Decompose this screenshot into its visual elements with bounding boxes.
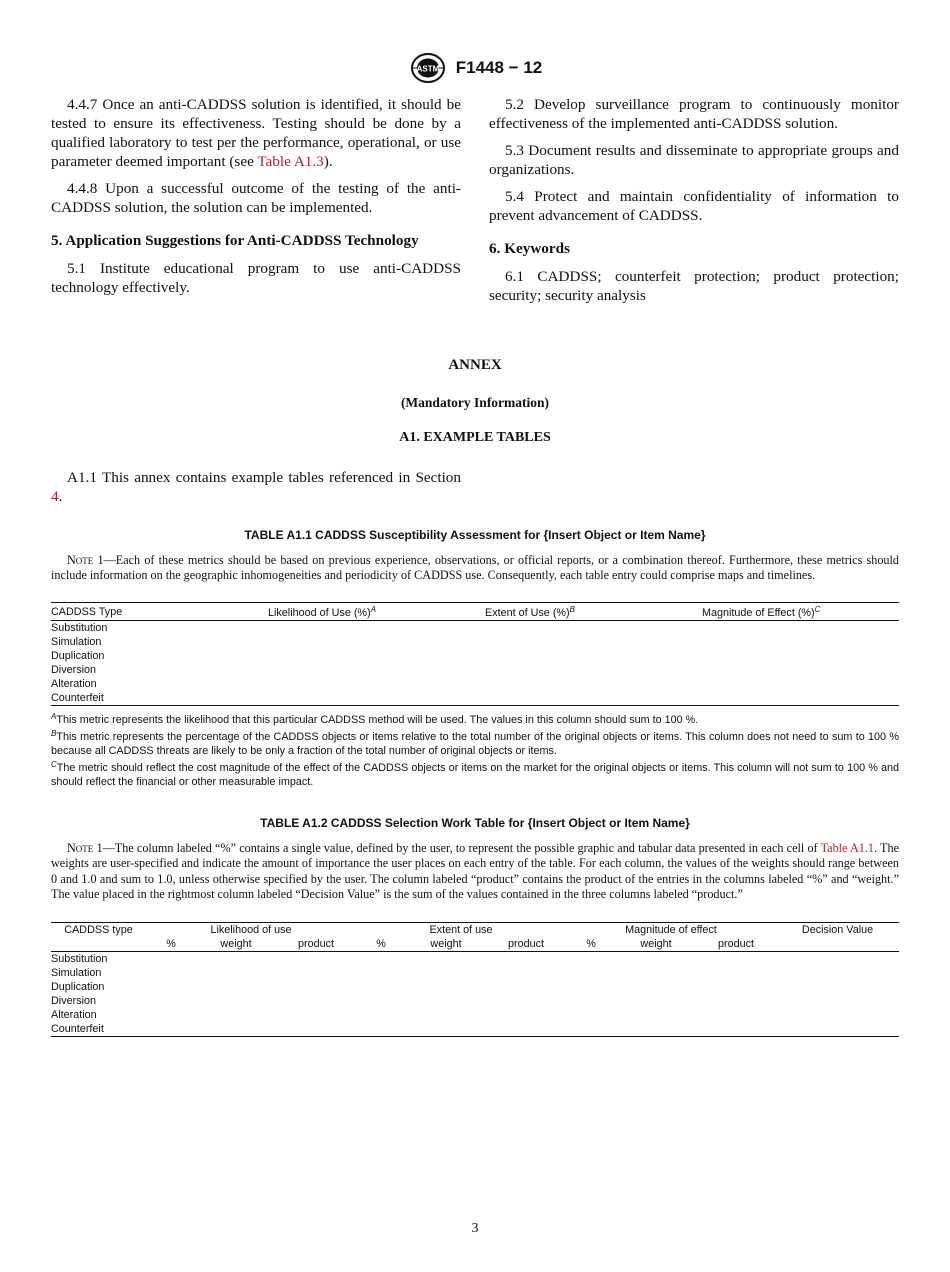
table-a1-2-note: Note 1—The column labeled “%” contains a single value, defined by the user, to represent the possible graphic and tabular data presented in each cell of Table A1.1. The weights are user-specified and indicate the amount of importance the user places on each entry of the table. For each column, the values of the weights should range between 0 and 1.0 and sum to 1.0, unless otherwise specified by the user. The column labeled “product” contains the product of the entries in the columns labeled “%” and “weight.” The value placed in the rightmost column labeled “Decision Value” is the sum of the values contained in the three columns labeled “product.” <box>51 841 899 902</box>
table-a1-2-group-header: Likelihood of use <box>210 924 292 936</box>
table-a1-2-group-header: Magnitude of effect <box>625 924 717 936</box>
footnote-b: $^B$This metric represents the percentage of the CADDSS objects or items relative to the total number of the original objects or items. This column does not need to sum to 100 % because all CADDSS threats are likely to be only a fraction of the total number of original objects or items. <box>51 729 899 757</box>
table-a1-2-subheader: % <box>146 937 196 952</box>
section-4-link[interactable]: 4 <box>51 488 59 505</box>
table-a1-2-subheader: product <box>696 937 776 952</box>
document-id: F1448 − 12 <box>455 58 543 77</box>
table-a1-1-note: Note 1—Each of these metrics should be based on previous experience, observations, or official reports, or a combination thereof. Furthermore, these metrics should include information on the geographic inhomogeneities and periodicity of CADDSS use. Consequently, each table entry could comprise maps and timelines. <box>51 553 900 583</box>
paragraph-5-2: 5.2 Develop surveillance program to continuously monitor effectiveness of the implemented anti-CADDSS solution. <box>489 96 899 132</box>
table-row: Diversion <box>51 995 97 1007</box>
table-row: Counterfeit <box>51 692 104 704</box>
table-a1-1-header: Likelihood of Use (%)$^A$ <box>268 603 485 621</box>
table-a1-2-subheader: product <box>276 937 356 952</box>
footnote-a: $^A$This metric represents the likelihood that this particular CADDSS method will be used. The values in this column should sum to 100 %. <box>51 712 699 726</box>
left-column <box>51 95 461 305</box>
table-a1-1-link[interactable]: Table A1.1 <box>820 841 875 855</box>
paragraph-6-1: 6.1 CADDSS; counterfeit protection; product protection; security; security analysis <box>489 268 899 304</box>
svg-text:ASTM: ASTM <box>416 64 440 74</box>
annex-intro: A1.1 This annex contains example tables referenced in Section 4. <box>51 469 461 505</box>
table-a1-2-subheader: weight <box>196 937 276 952</box>
astm-logo-icon <box>408 52 448 84</box>
annex-subtitle: (Mandatory Information) <box>400 395 550 410</box>
table-row: Counterfeit <box>51 1023 104 1035</box>
table-a1-1-header: Extent of Use (%)$^B$ <box>485 603 702 621</box>
table-a1-2-caption: TABLE A1.2 CADDSS Selection Work Table for {Insert Object or Item Name} <box>260 816 690 830</box>
table-row: Substitution <box>51 953 108 965</box>
table-a1-3-link[interactable]: Table A1.3 <box>257 153 324 170</box>
page-number: 3 <box>471 1221 479 1236</box>
table-a1-2 <box>51 922 899 1037</box>
paragraph-5-4: 5.4 Protect and maintain confidentiality of information to prevent advancement of CADDSS. <box>489 188 899 224</box>
paragraph-4-4-7: 4.4.7 Once an anti-CADDSS solution is identified, it should be tested to ensure its effectiveness. Testing should be done by a qualified laboratory to test per the performance, operational, or use parameter deemed important (see Table A1.3). <box>51 96 461 170</box>
table-a1-2-group-header: CADDSS type <box>64 924 133 936</box>
table-a1-2-subheader: product <box>486 937 566 952</box>
table-row: Duplication <box>51 981 105 993</box>
table-a1-2-group-header: Decision Value <box>801 924 874 936</box>
table-row: Simulation <box>51 636 102 648</box>
page-header <box>0 52 950 84</box>
table-row: Diversion <box>51 664 97 676</box>
table-a1-1 <box>51 602 899 706</box>
table-a1-1-caption: TABLE A1.1 CADDSS Susceptibility Assessment for {Insert Object or Item Name} <box>244 528 706 542</box>
table-a1-1-header: CADDSS Type <box>51 603 268 621</box>
table-a1-2-subheader: % <box>566 937 616 952</box>
section-5-heading: 5. Application Suggestions for Anti-CADDSS Technology <box>51 232 419 249</box>
annex-title: ANNEX <box>448 357 502 373</box>
section-6-heading: 6. Keywords <box>489 240 570 257</box>
table-a1-2-group-header: Extent of use <box>429 924 493 936</box>
table-row: Alteration <box>51 1009 97 1021</box>
table-row: Simulation <box>51 967 102 979</box>
table-row: Substitution <box>51 622 108 634</box>
annex-section-heading: A1. EXAMPLE TABLES <box>399 430 551 445</box>
table-a1-2-subheader: weight <box>406 937 486 952</box>
paragraph-4-4-8: 4.4.8 Upon a successful outcome of the testing of the anti-CADDSS solution, the solution can be implemented. <box>51 180 461 216</box>
table-a1-2-subheader: % <box>356 937 406 952</box>
paragraph-5-3: 5.3 Document results and disseminate to appropriate groups and organizations. <box>489 142 899 178</box>
paragraph-5-1: 5.1 Institute educational program to use anti-CADDSS technology effectively. <box>51 260 461 296</box>
table-a1-1-header: Magnitude of Effect (%)$^C$ <box>702 603 899 621</box>
table-row: Alteration <box>51 678 97 690</box>
right-column <box>489 95 899 313</box>
table-a1-1-footnotes <box>51 710 899 789</box>
table-a1-2-subheader: weight <box>616 937 696 952</box>
table-row: Duplication <box>51 650 105 662</box>
footnote-c: $^C$The metric should reflect the cost magnitude of the effect of the CADDSS objects or items on the market for the original objects or items. This column will not sum to 100 % and should reflect the financial or other measurable impact. <box>51 760 899 788</box>
